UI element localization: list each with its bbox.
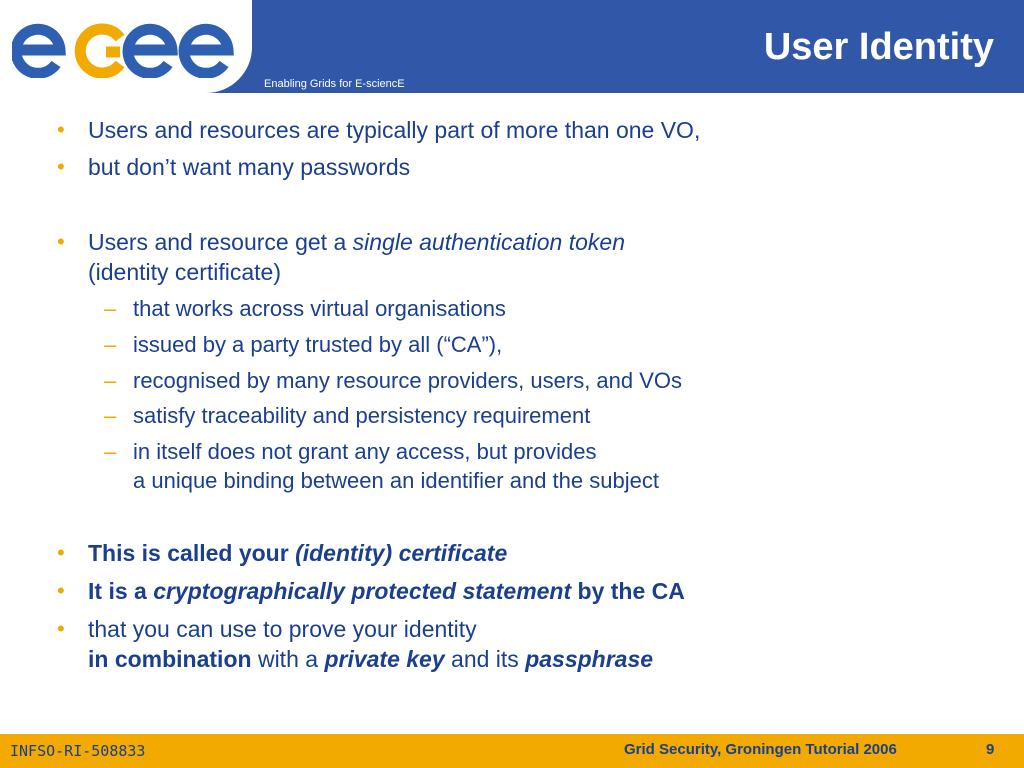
sub-bullet-text: that works across virtual organisations (133, 296, 506, 321)
logo-area (0, 0, 252, 93)
dash-marker: – (104, 368, 117, 393)
bullet-marker: • (57, 616, 65, 641)
bullet-marker: • (57, 117, 65, 142)
bullet-text-part: This is called your (88, 540, 296, 566)
bullet-text: but don’t want many passwords (88, 154, 411, 180)
sub-bullet-text: satisfy traceability and persistency requirement (133, 403, 591, 428)
bullet-emphasis: passphrase (525, 646, 654, 672)
bullet-marker: • (57, 229, 65, 254)
footer-bar (0, 734, 1024, 768)
bullet-text-bold (88, 538, 507, 568)
page-number: 9 (986, 741, 995, 758)
bullet-strong: in combination (88, 646, 252, 672)
project-id: INFSO-RI-508833 (10, 742, 146, 760)
bullet-text-part: and its (444, 646, 526, 672)
egee-logo (12, 18, 240, 78)
bullet-text-cont: (identity certificate) (88, 259, 282, 285)
dash-marker: – (104, 296, 117, 321)
bullet-emphasis: (identity) certificate (295, 540, 508, 566)
bullet-text-part: Users and resource get a (88, 229, 353, 255)
bullet-text: Users and resources are typically part of more than one VO, (88, 117, 701, 143)
dash-marker: – (104, 403, 117, 428)
bullet-marker: • (57, 540, 65, 565)
sub-bullet-text: recognised by many resource providers, users, and VOs (133, 368, 683, 393)
sub-bullet-text-cont: a unique binding between an identifier and the subject (133, 468, 659, 493)
bullet-emphasis: single authentication token (352, 229, 626, 255)
page-title: User Identity (763, 26, 994, 68)
header-band (0, 0, 1024, 93)
bullet-text-part: by the CA (571, 578, 685, 604)
bullet-text-bold (88, 576, 685, 606)
bullet-emphasis: cryptographically protected statement (153, 578, 572, 604)
sub-bullet-text: issued by a party trusted by all (“CA”), (133, 332, 503, 357)
bullet-text-cont (88, 644, 653, 674)
bullet-marker: • (57, 154, 65, 179)
event-title: Grid Security, Groningen Tutorial 2006 (624, 741, 897, 758)
sub-bullet-text: in itself does not grant any access, but provides (133, 439, 597, 464)
dash-marker: – (104, 332, 117, 357)
bullet-text-part: with a (251, 646, 325, 672)
bullet-text-token (88, 227, 625, 257)
bullet-emphasis: private key (324, 646, 445, 672)
bullet-marker: • (57, 578, 65, 603)
dash-marker: – (104, 439, 117, 464)
bullet-text: that you can use to prove your identity (88, 616, 477, 642)
bullet-text-part: It is a (88, 578, 154, 604)
tagline: Enabling Grids for E-sciencE (264, 78, 405, 90)
